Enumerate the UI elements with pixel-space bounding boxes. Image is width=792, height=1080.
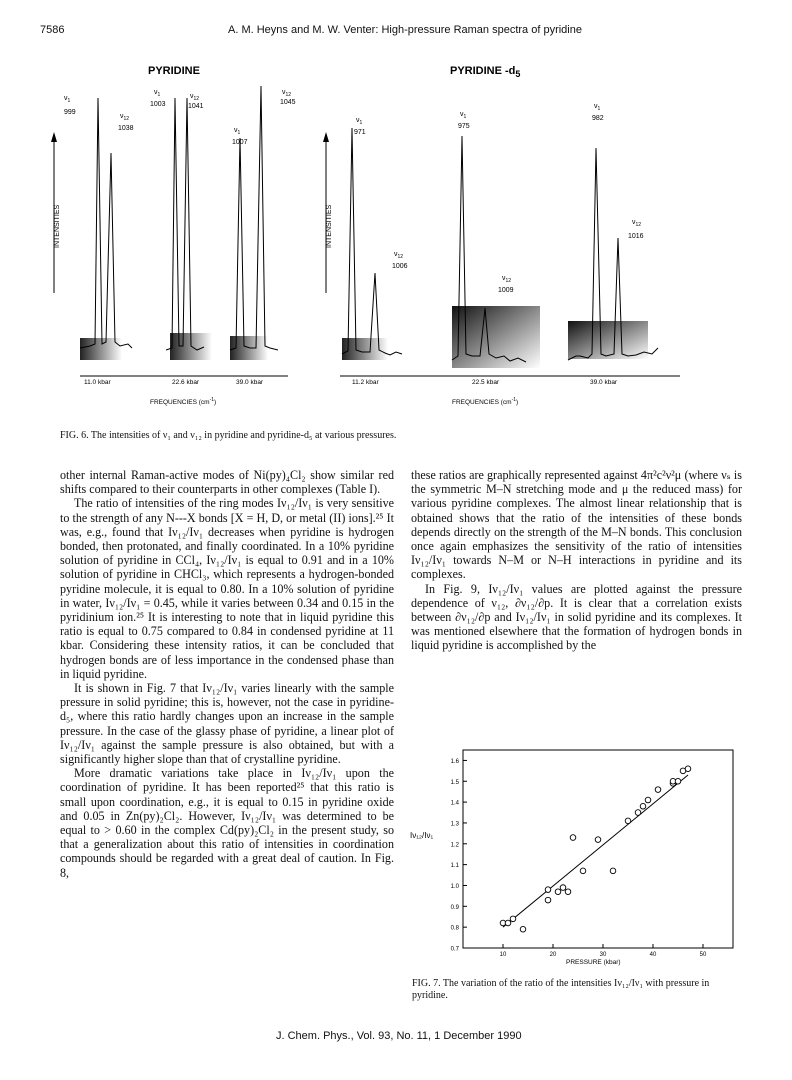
- p5-v12-label: $\nu_{12}$: [502, 275, 512, 284]
- p4-v12-freq: 1006: [392, 263, 408, 270]
- p4-v1-freq: 971: [354, 129, 366, 136]
- fig6-xlabel-left: FREQUENCIES $(cm^{-1})$: [150, 397, 217, 406]
- y-tick-label: 0.8: [450, 925, 459, 932]
- spectrum-panel-1: [80, 98, 132, 348]
- data-point: [625, 818, 631, 824]
- fig6-ylabel-left: INTENSITIES: [54, 204, 61, 248]
- spectrum-panel-4: [342, 128, 402, 355]
- data-point: [635, 810, 641, 816]
- p5-v12-freq: 1009: [498, 287, 514, 294]
- data-point: [510, 916, 516, 922]
- paragraph: The ratio of intensities of the ring modes Iν₁₂/Iν₁ is very sensitive to the strength of any N---X bonds [X = H, D, or metal (II) ions].²⁵ It was, e.g., found that Iν₁₂/Iν₁ decreases when pyridine is hydrogen bonded, then protonated, and finally coordinated. In a 10% pyridine solution of pyridine in CCl₄, Iν₁₂/Iν₁ is equal to 0.91 and in a 10% solution of pyridine in CHCl₃, which represents a hydrogen-bonded pyridine molecule, it is equal to 0.80. In a 10% solution of pyridine in water, Iν₁₂/Iν₁ = 0.45, while it varies between 0.34 and 0.15 in the pyridinium ion.²⁵ It is interesting to note that in liquid pyridine this ratio is equal to 0.75 compared to 0.84 in condensed pyridine at 11 kbar. Considering these intensity ratios, it can be concluded that hydrogen bonds are of less importance in the condensed phase than in liquid pyridine.: [60, 496, 394, 681]
- y-tick-label: 1.5: [450, 779, 459, 786]
- data-point: [565, 889, 571, 895]
- p1-v12-label: $\nu_{12}$: [120, 113, 130, 122]
- data-point: [675, 778, 681, 784]
- p2-v1-label: $\nu_1$: [154, 89, 161, 98]
- x-tick-label: 30: [599, 952, 607, 958]
- figure-6: [40, 58, 752, 418]
- data-point: [545, 897, 551, 903]
- p6-pressure: 39.0 kbar: [590, 379, 618, 386]
- y-tick-label: 1.1: [450, 863, 459, 870]
- y-tick-label: 1.4: [450, 800, 459, 807]
- data-point: [640, 803, 646, 809]
- x-tick-label: 20: [549, 952, 557, 958]
- y-tick-label: 1.2: [450, 842, 459, 849]
- p3-pressure: 39.0 kbar: [236, 379, 264, 386]
- data-point: [560, 885, 566, 891]
- page-number: 7586: [40, 24, 65, 36]
- paragraph: other internal Raman-active modes of Ni(py)₄Cl₂ show similar red shifts compared to their counterparts in other complexes (Table I).: [60, 468, 394, 497]
- p1-v1-label: $\nu_1$: [64, 95, 71, 104]
- data-point: [595, 837, 601, 843]
- y-tick-label: 1.0: [450, 883, 459, 890]
- right-column: [411, 468, 742, 653]
- fig7-caption: FIG. 7. The variation of the ratio of the intensities Iν₁₂/Iν₁ with pressure in pyridine.: [412, 978, 710, 1001]
- data-point: [570, 835, 576, 841]
- shade-panel-4: [342, 338, 388, 360]
- running-title: A. M. Heyns and M. W. Venter: High-pressure Raman spectra of pyridine: [228, 24, 582, 36]
- p3-v12-freq: 1045: [280, 99, 296, 106]
- data-point: [655, 787, 661, 793]
- paragraph: It is shown in Fig. 7 that Iν₁₂/Iν₁ varies linearly with the sample pressure in solid pyridine; this is, however, not the case in pyridine-d₅, where this ratio hardly changes upon an increase in the sample pressure. In the case of the glassy phase of pyridine, a linear plot of Iν₁₂/Iν₁ against the sample pressure is also obtained, but with a significantly higher slope than that of crystalline pyridine.: [60, 681, 394, 767]
- p1-pressure: 11.0 kbar: [84, 379, 111, 386]
- left-column: [60, 468, 394, 880]
- fig6-caption: FIG. 6. The intensities of ν₁ and ν₁₂ in pyridine and pyridine-d₅ at various pressures.: [60, 430, 397, 441]
- p6-v1-label: $\nu_1$: [594, 103, 601, 112]
- fit-line: [503, 775, 688, 927]
- fig7-xlabel: PRESSURE (kbar): [566, 959, 621, 966]
- fig6-xlabel-right: FREQUENCIES $(cm^{-1})$: [452, 397, 519, 406]
- spectrum-panel-3: [230, 86, 278, 350]
- fig7-ylabel: Iν₁₂/Iν₁: [410, 831, 434, 840]
- spectrum-panel-2: [166, 98, 204, 350]
- p6-v1-freq: 982: [592, 115, 604, 122]
- data-point: [505, 920, 511, 926]
- y-tick-label: 0.7: [450, 946, 459, 953]
- p4-pressure: 11.2 kbar: [352, 379, 379, 386]
- p6-v12-label: $\nu_{12}$: [632, 219, 642, 228]
- p1-v1-freq: 999: [64, 109, 76, 116]
- p3-v12-label: $\nu_{12}$: [282, 89, 292, 98]
- x-tick-label: 40: [649, 952, 657, 958]
- data-point: [610, 868, 616, 874]
- paragraph: In Fig. 9, Iν₁₂/Iν₁ values are plotted against the pressure dependence of ν₁₂, ∂ν₁₂/∂p. It is clear that a correlation exists between ∂ν₁₂/∂p and Iν₁₂/Iν₁ in solid pyridine and its complexes. It was mentioned elsewhere that the formation of hydrogen bonds in liquid pyridine is accomplished by the: [411, 581, 742, 653]
- p3-v1-label: $\nu_1$: [234, 127, 241, 136]
- data-point: [580, 868, 586, 874]
- fig6-ylabel-right: INTENSITIES: [326, 204, 333, 248]
- data-point: [685, 766, 691, 772]
- figure-7-chart: [406, 742, 746, 974]
- p2-v1-freq: 1003: [150, 101, 166, 108]
- p3-v1-freq: 1007: [232, 139, 248, 146]
- footer: J. Chem. Phys., Vol. 93, No. 11, 1 December 1990: [276, 1030, 522, 1042]
- p5-v1-freq: 975: [458, 123, 470, 130]
- p4-v1-label: $\nu_1$: [356, 117, 363, 126]
- fig6-right-title: PYRIDINE $-d_5$: [450, 65, 521, 79]
- p5-v1-label: $\nu_1$: [460, 111, 467, 120]
- paragraph: these ratios are graphically represented against 4π²c²ν²μ (where νₛ is the symmetric M–N stretching mode and μ the reduced mass) for various pyridine complexes. The almost linear relationship that is obtained shows that the ratio of the intensities of these bonds depends directly on the strength of the M–N bonds. This conclusion once again emphasizes the sensitivity of the ratio of intensities Iν₁₂/Iν₁ towards N–M or N–H interactions in pyridine and its complexes.: [411, 468, 742, 582]
- p2-v12-label: $\nu_{12}$: [190, 93, 200, 102]
- y-tick-label: 0.9: [450, 904, 459, 911]
- data-point: [645, 797, 651, 803]
- fig6-left-title: PYRIDINE: [148, 65, 200, 77]
- shade-panel-1: [80, 338, 122, 360]
- data-point: [520, 926, 526, 932]
- data-point: [545, 887, 551, 893]
- p6-v12-freq: 1016: [628, 233, 644, 240]
- y-tick-label: 1.3: [450, 821, 459, 828]
- p4-v12-label: $\nu_{12}$: [394, 251, 404, 260]
- arrow-up-icon: [51, 132, 57, 142]
- arrow-up-icon: [323, 132, 329, 142]
- x-tick-label: 50: [699, 952, 707, 958]
- p2-v12-freq: 1041: [188, 103, 204, 110]
- p1-v12-freq: 1038: [118, 125, 134, 132]
- p5-pressure: 22.5 kbar: [472, 379, 500, 386]
- data-point: [555, 889, 561, 895]
- paragraph: More dramatic variations take place in Iν₁₂/Iν₁ upon the coordination of pyridine. It has been reported²⁵ that this ratio is small upon coordination, e.g., it is equal to 0.15 in pyridine oxide and 0.05 in Zn(py)₂Cl₂. However, Iν₁₂/Iν₁ was determined to be equal to > 0.60 in the complex Cd(py)₂Cl₂ in the present study, so that a generalization about this ratio of intensities in coordination compounds should be regarded with a great deal of caution. In Fig. 8,: [60, 766, 394, 880]
- y-tick-label: 1.6: [450, 758, 459, 765]
- shade-panel-6: [568, 321, 648, 359]
- x-tick-label: 10: [499, 952, 507, 958]
- p2-pressure: 22.6 kbar: [172, 379, 200, 386]
